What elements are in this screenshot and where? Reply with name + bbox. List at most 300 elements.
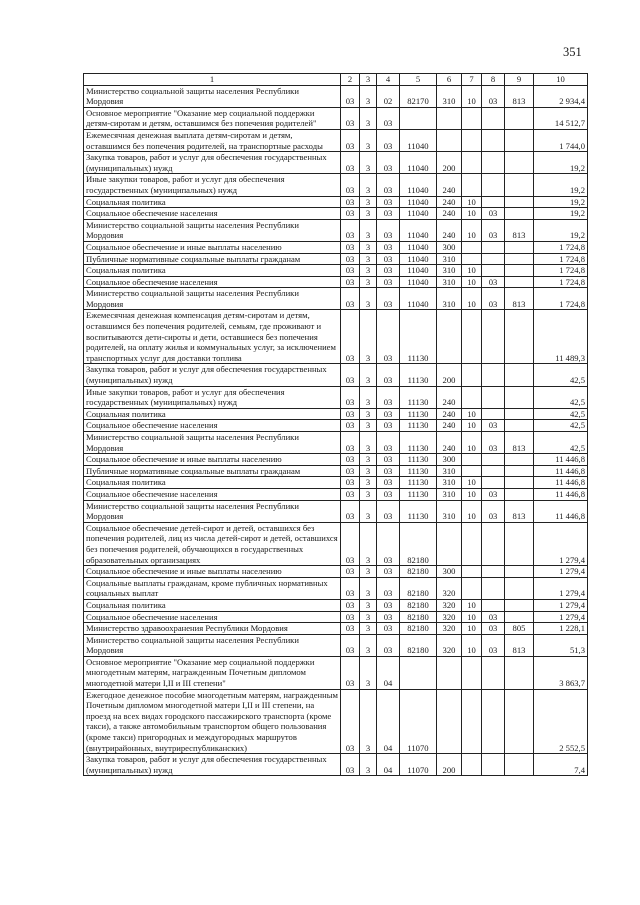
code-cell [462,689,482,754]
row-name-cell: Социальное обеспечение и иные выплаты населению [84,566,341,578]
code-cell: 3 [360,577,377,599]
code-cell: 03 [377,522,400,565]
table-row [84,174,588,196]
table-row [84,386,588,408]
code-cell [505,276,534,288]
code-cell [482,566,505,578]
code-cell: 3 [360,432,377,454]
row-name-cell: Министерство социальной защиты населения Республики Мордовия [84,432,341,454]
code-cell: 310 [437,288,462,310]
code-cell [462,465,482,477]
code-cell: 82180 [400,623,437,635]
amount-cell: 1 279,4 [534,611,588,623]
row-name-cell: Ежемесячная денежная компенсация детям-сиротам и детям, оставшимся без попечения родителей, семьям, где проживают и воспитываются дети-сироты и дети, оставшиеся без попечения родителей, на оплату жилья и коммунальных услуг, за исключением транспортных услуг для доставки топлива [84,310,341,364]
row-name-cell: Социальное обеспечение и иные выплаты населению [84,454,341,466]
table-row [84,454,588,466]
table-row [84,152,588,174]
code-cell: 03 [482,488,505,500]
table-body [84,85,588,776]
page-number: 351 [563,45,582,59]
table-row [84,488,588,500]
code-cell [462,656,482,689]
code-cell: 320 [437,599,462,611]
row-name-cell: Закупка товаров, работ и услуг для обеспечения государственных (муниципальных) нужд [84,364,341,386]
code-cell: 03 [341,488,360,500]
code-cell: 03 [482,611,505,623]
code-cell [505,577,534,599]
amount-cell: 42,5 [534,364,588,386]
amount-cell: 11 446,8 [534,488,588,500]
code-cell: 10 [462,634,482,656]
column-header: 10 [534,74,588,86]
code-cell: 3 [360,129,377,151]
code-cell: 3 [360,611,377,623]
amount-cell: 11 446,8 [534,454,588,466]
row-name-cell: Социальное обеспечение населения [84,276,341,288]
code-cell: 03 [341,634,360,656]
column-header: 8 [482,74,505,86]
table-row [84,208,588,220]
code-cell: 11040 [400,174,437,196]
table-row [84,219,588,241]
code-cell: 03 [377,477,400,489]
budget-table [83,73,588,776]
code-cell [505,599,534,611]
code-cell [462,386,482,408]
code-cell: 03 [341,577,360,599]
code-cell: 03 [341,174,360,196]
code-cell: 03 [341,522,360,565]
code-cell: 3 [360,253,377,265]
code-cell: 03 [482,219,505,241]
code-cell: 3 [360,241,377,253]
code-cell: 3 [360,477,377,489]
code-cell: 3 [360,408,377,420]
amount-cell: 11 489,3 [534,310,588,364]
code-cell: 82180 [400,634,437,656]
code-cell: 03 [377,500,400,522]
code-cell [482,656,505,689]
code-cell: 03 [377,623,400,635]
code-cell: 3 [360,196,377,208]
code-cell: 03 [341,454,360,466]
code-cell [505,408,534,420]
code-cell: 11130 [400,477,437,489]
code-cell: 03 [341,656,360,689]
code-cell [482,408,505,420]
code-cell [437,689,462,754]
code-cell: 03 [341,310,360,364]
code-cell [505,656,534,689]
column-header: 3 [360,74,377,86]
code-cell [482,310,505,364]
code-cell [437,522,462,565]
code-cell: 3 [360,152,377,174]
code-cell [482,253,505,265]
code-cell: 10 [462,432,482,454]
column-header: 4 [377,74,400,86]
code-cell: 03 [377,599,400,611]
code-cell [462,174,482,196]
table-row [84,107,588,129]
table-row [84,522,588,565]
code-cell [400,107,437,129]
column-header: 2 [341,74,360,86]
code-cell: 03 [377,208,400,220]
row-name-cell: Публичные нормативные социальные выплаты гражданам [84,465,341,477]
code-cell: 3 [360,310,377,364]
code-cell: 03 [377,432,400,454]
code-cell [505,129,534,151]
code-cell: 11040 [400,152,437,174]
code-cell: 3 [360,656,377,689]
code-cell [400,656,437,689]
code-cell: 805 [505,623,534,635]
code-cell: 82180 [400,566,437,578]
code-cell: 3 [360,522,377,565]
table-row [84,265,588,277]
code-cell [505,754,534,776]
row-name-cell: Иные закупки товаров, работ и услуг для обеспечения государственных (муниципальных) нужд [84,386,341,408]
amount-cell: 42,5 [534,408,588,420]
code-cell [505,310,534,364]
code-cell: 3 [360,386,377,408]
code-cell: 03 [482,276,505,288]
table-row [84,634,588,656]
code-cell: 320 [437,577,462,599]
code-cell: 03 [377,276,400,288]
code-cell: 03 [341,689,360,754]
table-row [84,364,588,386]
code-cell [482,174,505,196]
code-cell: 82180 [400,611,437,623]
row-name-cell: Социальное обеспечение населения [84,420,341,432]
code-cell: 240 [437,386,462,408]
code-cell: 03 [341,85,360,107]
table-row [84,408,588,420]
code-cell: 03 [377,611,400,623]
code-cell: 320 [437,634,462,656]
table-row [84,241,588,253]
amount-cell: 1 724,8 [534,265,588,277]
table-row [84,196,588,208]
table-row [84,599,588,611]
row-name-cell: Социальное обеспечение населения [84,488,341,500]
code-cell [482,599,505,611]
code-cell: 10 [462,488,482,500]
code-cell [505,253,534,265]
code-cell: 03 [341,241,360,253]
code-cell [482,107,505,129]
code-cell: 10 [462,599,482,611]
code-cell: 11130 [400,465,437,477]
code-cell: 04 [377,689,400,754]
code-cell: 03 [377,566,400,578]
code-cell: 03 [377,253,400,265]
column-header: 1 [84,74,341,86]
code-cell: 813 [505,634,534,656]
row-name-cell: Основное мероприятие "Оказание мер социальной поддержки детям-сиротам и детям, оставшимся без попечения родителей" [84,107,341,129]
code-cell [462,754,482,776]
code-cell: 03 [341,219,360,241]
code-cell: 03 [377,196,400,208]
row-name-cell: Министерство здравоохранения Республики Мордовия [84,623,341,635]
row-name-cell: Социальное обеспечение детей-сирот и детей, оставшихся без попечения родителей, лиц из числа детей-сирот и детей, оставшихся без попечения родителей, обучающихся в государственных образовательных организациях [84,522,341,565]
table-row [84,465,588,477]
amount-cell: 1 279,4 [534,599,588,611]
amount-cell: 1 724,8 [534,276,588,288]
code-cell: 3 [360,364,377,386]
code-cell: 04 [377,656,400,689]
code-cell: 03 [377,634,400,656]
code-cell [482,386,505,408]
code-cell: 3 [360,174,377,196]
table-row [84,276,588,288]
code-cell: 03 [482,634,505,656]
amount-cell: 1 279,4 [534,566,588,578]
code-cell: 310 [437,253,462,265]
code-cell: 82170 [400,85,437,107]
code-cell [482,522,505,565]
table-row [84,253,588,265]
code-cell: 11040 [400,219,437,241]
code-cell: 11130 [400,310,437,364]
code-cell: 813 [505,432,534,454]
code-cell: 10 [462,276,482,288]
code-cell: 03 [341,107,360,129]
code-cell: 82180 [400,577,437,599]
row-name-cell: Министерство социальной защиты населения Республики Мордовия [84,500,341,522]
row-name-cell: Социальные выплаты гражданам, кроме публичных нормативных социальных выплат [84,577,341,599]
code-cell: 03 [377,219,400,241]
code-cell [462,364,482,386]
code-cell [482,129,505,151]
code-cell: 03 [341,623,360,635]
code-cell: 03 [341,477,360,489]
code-cell [505,566,534,578]
table-row [84,623,588,635]
row-name-cell: Иные закупки товаров, работ и услуг для обеспечения государственных (муниципальных) нужд [84,174,341,196]
code-cell: 10 [462,408,482,420]
table-row [84,566,588,578]
column-header: 9 [505,74,534,86]
code-cell [505,420,534,432]
code-cell: 310 [437,500,462,522]
code-cell: 3 [360,599,377,611]
code-cell: 03 [377,465,400,477]
code-cell: 03 [377,288,400,310]
table-row [84,420,588,432]
amount-cell: 7,4 [534,754,588,776]
code-cell: 03 [377,408,400,420]
code-cell [482,152,505,174]
code-cell: 03 [341,420,360,432]
code-cell: 11040 [400,276,437,288]
code-cell: 10 [462,500,482,522]
code-cell: 03 [341,611,360,623]
code-cell: 10 [462,265,482,277]
code-cell: 03 [341,566,360,578]
row-name-cell: Ежемесячная денежная выплата детям-сиротам и детям, оставшимся без попечения родителей, на транспортные расходы [84,129,341,151]
code-cell: 240 [437,408,462,420]
amount-cell: 19,2 [534,208,588,220]
code-cell [505,241,534,253]
code-cell: 82180 [400,522,437,565]
code-cell: 03 [341,208,360,220]
code-cell: 03 [341,754,360,776]
code-cell [505,465,534,477]
code-cell: 310 [437,85,462,107]
code-cell [482,196,505,208]
amount-cell: 19,2 [534,174,588,196]
row-name-cell: Социальное обеспечение населения [84,208,341,220]
code-cell [482,477,505,489]
code-cell: 240 [437,432,462,454]
row-name-cell: Публичные нормативные социальные выплаты гражданам [84,253,341,265]
code-cell: 03 [482,420,505,432]
code-cell: 03 [341,196,360,208]
code-cell [505,477,534,489]
code-cell [462,107,482,129]
code-cell [462,152,482,174]
row-name-cell: Социальная политика [84,196,341,208]
amount-cell: 14 512,7 [534,107,588,129]
code-cell [505,488,534,500]
code-cell [505,174,534,196]
code-cell: 11130 [400,420,437,432]
code-cell [462,129,482,151]
code-cell: 03 [377,174,400,196]
code-cell: 240 [437,219,462,241]
code-cell: 813 [505,219,534,241]
code-cell: 03 [377,488,400,500]
code-cell: 3 [360,219,377,241]
code-cell: 02 [377,85,400,107]
amount-cell: 1 279,4 [534,522,588,565]
code-cell: 200 [437,152,462,174]
code-cell: 11130 [400,408,437,420]
code-cell [482,754,505,776]
amount-cell: 11 446,8 [534,500,588,522]
row-name-cell: Министерство социальной защиты населения Республики Мордовия [84,219,341,241]
code-cell: 11130 [400,364,437,386]
code-cell: 03 [482,500,505,522]
table-row [84,611,588,623]
row-name-cell: Министерство социальной защиты населения Республики Мордовия [84,288,341,310]
row-name-cell: Социальная политика [84,477,341,489]
table-header-row [84,74,588,86]
code-cell: 03 [377,310,400,364]
table-row [84,432,588,454]
amount-cell: 1 724,8 [534,288,588,310]
code-cell: 03 [482,208,505,220]
code-cell: 3 [360,623,377,635]
code-cell [505,386,534,408]
code-cell: 11070 [400,689,437,754]
code-cell: 03 [341,599,360,611]
code-cell: 3 [360,85,377,107]
column-header: 6 [437,74,462,86]
code-cell [482,265,505,277]
row-name-cell: Социальное обеспечение и иные выплаты населению [84,241,341,253]
table-row [84,689,588,754]
code-cell: 3 [360,288,377,310]
code-cell [482,577,505,599]
code-cell: 03 [377,577,400,599]
amount-cell: 19,2 [534,219,588,241]
code-cell: 200 [437,754,462,776]
code-cell: 310 [437,276,462,288]
amount-cell: 1 724,8 [534,253,588,265]
code-cell: 813 [505,288,534,310]
code-cell [505,107,534,129]
column-header: 5 [400,74,437,86]
code-cell: 3 [360,754,377,776]
code-cell [437,129,462,151]
code-cell [482,241,505,253]
code-cell: 3 [360,420,377,432]
code-cell: 03 [341,386,360,408]
table-row [84,477,588,489]
code-cell [505,364,534,386]
table-row [84,577,588,599]
code-cell: 03 [341,500,360,522]
code-cell: 03 [482,432,505,454]
code-cell: 03 [377,152,400,174]
code-cell: 320 [437,611,462,623]
code-cell: 300 [437,454,462,466]
code-cell: 82180 [400,599,437,611]
table-row [84,500,588,522]
code-cell: 03 [341,364,360,386]
table-row [84,85,588,107]
code-cell: 03 [341,265,360,277]
amount-cell: 3 863,7 [534,656,588,689]
code-cell [482,689,505,754]
code-cell: 3 [360,265,377,277]
code-cell [505,522,534,565]
amount-cell: 42,5 [534,432,588,454]
code-cell: 10 [462,219,482,241]
row-name-cell: Министерство социальной защиты населения Республики Мордовия [84,85,341,107]
code-cell: 310 [437,465,462,477]
code-cell: 3 [360,488,377,500]
code-cell [437,656,462,689]
code-cell [437,107,462,129]
code-cell: 10 [462,196,482,208]
row-name-cell: Закупка товаров, работ и услуг для обеспечения государственных (муниципальных) нужд [84,152,341,174]
code-cell: 03 [377,454,400,466]
code-cell: 300 [437,566,462,578]
code-cell: 11130 [400,432,437,454]
code-cell: 11130 [400,500,437,522]
code-cell: 03 [341,276,360,288]
code-cell: 10 [462,288,482,310]
code-cell: 3 [360,465,377,477]
code-cell: 03 [341,152,360,174]
code-cell: 03 [341,432,360,454]
code-cell: 11040 [400,196,437,208]
row-name-cell: Ежегодное денежное пособие многодетным матерям, награжденным Почетным дипломом многодетной матери I,II и III степени, на проезд на всех видах городского пассажирского транспорта (кроме такси), а также автомобильным транспортом общего пользования (кроме такси) пригородных и междугородных маршрутов (внутрирайонных, внутриреспубликанских) [84,689,341,754]
code-cell: 240 [437,174,462,196]
code-cell: 813 [505,85,534,107]
code-cell: 320 [437,623,462,635]
code-cell: 03 [482,85,505,107]
code-cell: 3 [360,634,377,656]
table-row [84,754,588,776]
table-row [84,129,588,151]
amount-cell: 1 724,8 [534,241,588,253]
